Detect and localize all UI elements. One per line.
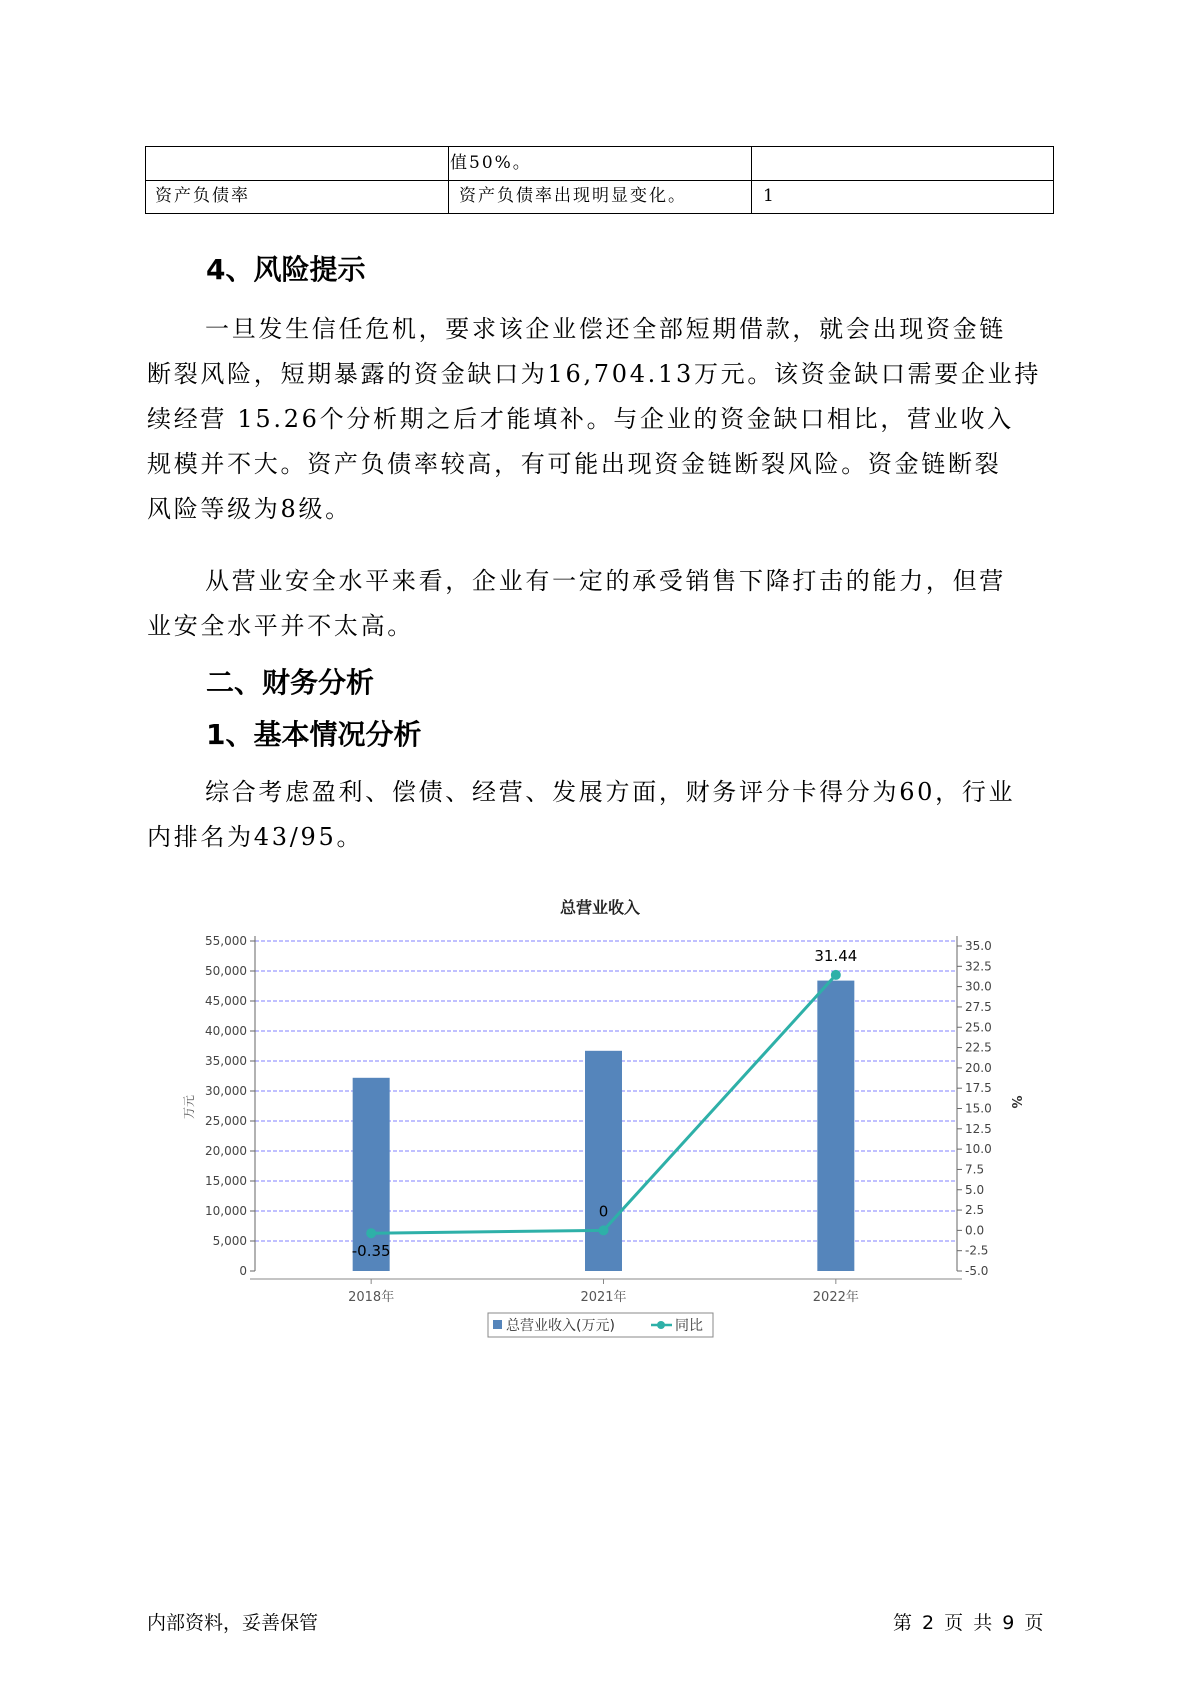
y2-tick-label: -5.0 <box>965 1264 989 1278</box>
y-tick-label: 5,000 <box>212 1234 247 1248</box>
table-cell: 资产负债率出现明显变化。 <box>459 186 687 206</box>
y-tick-label: 10,000 <box>205 1204 247 1218</box>
data-label: 0 <box>598 1202 609 1221</box>
paragraph-line: 断裂风险，短期暴露的资金缺口为16,704.13万元。该资金缺口需要企业持 <box>147 360 1042 388</box>
y2-tick-label: 35.0 <box>965 939 992 953</box>
risk-heading: 4、风险提示 <box>206 253 366 286</box>
paragraph-line: 业安全水平并不太高。 <box>147 612 414 640</box>
basic-analysis-heading: 1、基本情况分析 <box>206 718 422 751</box>
table-cell: 1 <box>763 186 776 206</box>
paragraph-line: 内排名为43/95。 <box>147 823 364 851</box>
paragraph-line: 风险等级为8级。 <box>147 495 352 523</box>
x-tick-label: 2022年 <box>812 1290 859 1305</box>
y-tick-label: 15,000 <box>205 1174 247 1188</box>
y-tick-label: 40,000 <box>205 1024 247 1038</box>
legend-line-label: 同比 <box>675 1318 703 1334</box>
table-cell: 资产负债率 <box>155 186 250 206</box>
y2-tick-label: 30.0 <box>965 979 992 994</box>
y2-axis-label: % <box>1008 1095 1023 1109</box>
x-tick-label: 2021年 <box>580 1290 627 1305</box>
chart-legend <box>488 1313 713 1337</box>
y-tick-label: 50,000 <box>205 964 247 978</box>
y2-tick-label: 10.0 <box>965 1142 992 1157</box>
data-label: -0.35 <box>351 1242 391 1261</box>
y-tick-label: 45,000 <box>205 994 247 1008</box>
data-label: 31.44 <box>814 946 858 965</box>
paragraph-line: 规模并不大。资产负债率较高，有可能出现资金链断裂风险。资金链断裂 <box>147 450 1002 478</box>
y-tick-label: 25,000 <box>205 1114 247 1128</box>
footer-page-number: 第 2 页 共 9 页 <box>893 1612 1044 1634</box>
paragraph-line: 从营业安全水平来看，企业有一定的承受销售下降打击的能力，但营 <box>205 567 1006 595</box>
paragraph-line: 续经营 15.26个分析期之后才能填补。与企业的资金缺口相比，营业收入 <box>147 405 1014 433</box>
y-tick-label: 0 <box>239 1264 247 1278</box>
y-tick-label: 20,000 <box>205 1144 247 1158</box>
y2-tick-label: 27.5 <box>965 999 992 1014</box>
legend-bar-swatch <box>493 1320 502 1329</box>
bar <box>585 1051 622 1271</box>
y2-tick-label: 20.0 <box>965 1060 992 1075</box>
y2-tick-label: 5.0 <box>965 1182 985 1197</box>
finance-heading: 二、财务分析 <box>206 666 375 699</box>
paragraph-line: 一旦发生信任危机，要求该企业偿还全部短期借款，就会出现资金链 <box>205 315 1006 343</box>
legend-line-marker <box>657 1321 665 1329</box>
y2-tick-label: 0.0 <box>965 1223 985 1238</box>
legend-bar-label: 总营业收入(万元) <box>506 1318 615 1334</box>
y-axis-label: 万元 <box>182 1094 196 1120</box>
y2-tick-label: 7.5 <box>965 1162 985 1177</box>
y2-tick-label: 17.5 <box>965 1081 992 1096</box>
y2-tick-label: 32.5 <box>965 959 992 974</box>
chart-title: 总营业收入 <box>559 898 641 917</box>
line-point <box>599 1225 609 1235</box>
line-point <box>366 1228 376 1238</box>
paragraph-line: 综合考虑盈利、偿债、经营、发展方面，财务评分卡得分为60，行业 <box>205 778 1016 806</box>
y2-tick-label: 15.0 <box>965 1101 992 1116</box>
x-tick-label: 2018年 <box>348 1290 395 1305</box>
y-tick-label: 55,000 <box>205 934 247 948</box>
bar <box>817 981 854 1271</box>
y2-tick-label: 25.0 <box>965 1020 992 1035</box>
line-point <box>831 970 841 980</box>
table-cell: 值50%。 <box>450 153 532 173</box>
y2-tick-label: 22.5 <box>965 1040 992 1055</box>
y2-tick-label: -2.5 <box>965 1243 989 1258</box>
y-tick-label: 35,000 <box>205 1054 247 1068</box>
footer-confidential: 内部资料，妥善保管 <box>147 1612 319 1634</box>
y-tick-label: 30,000 <box>205 1084 247 1098</box>
y2-tick-label: 12.5 <box>965 1121 992 1136</box>
y2-tick-label: 2.5 <box>965 1203 985 1218</box>
